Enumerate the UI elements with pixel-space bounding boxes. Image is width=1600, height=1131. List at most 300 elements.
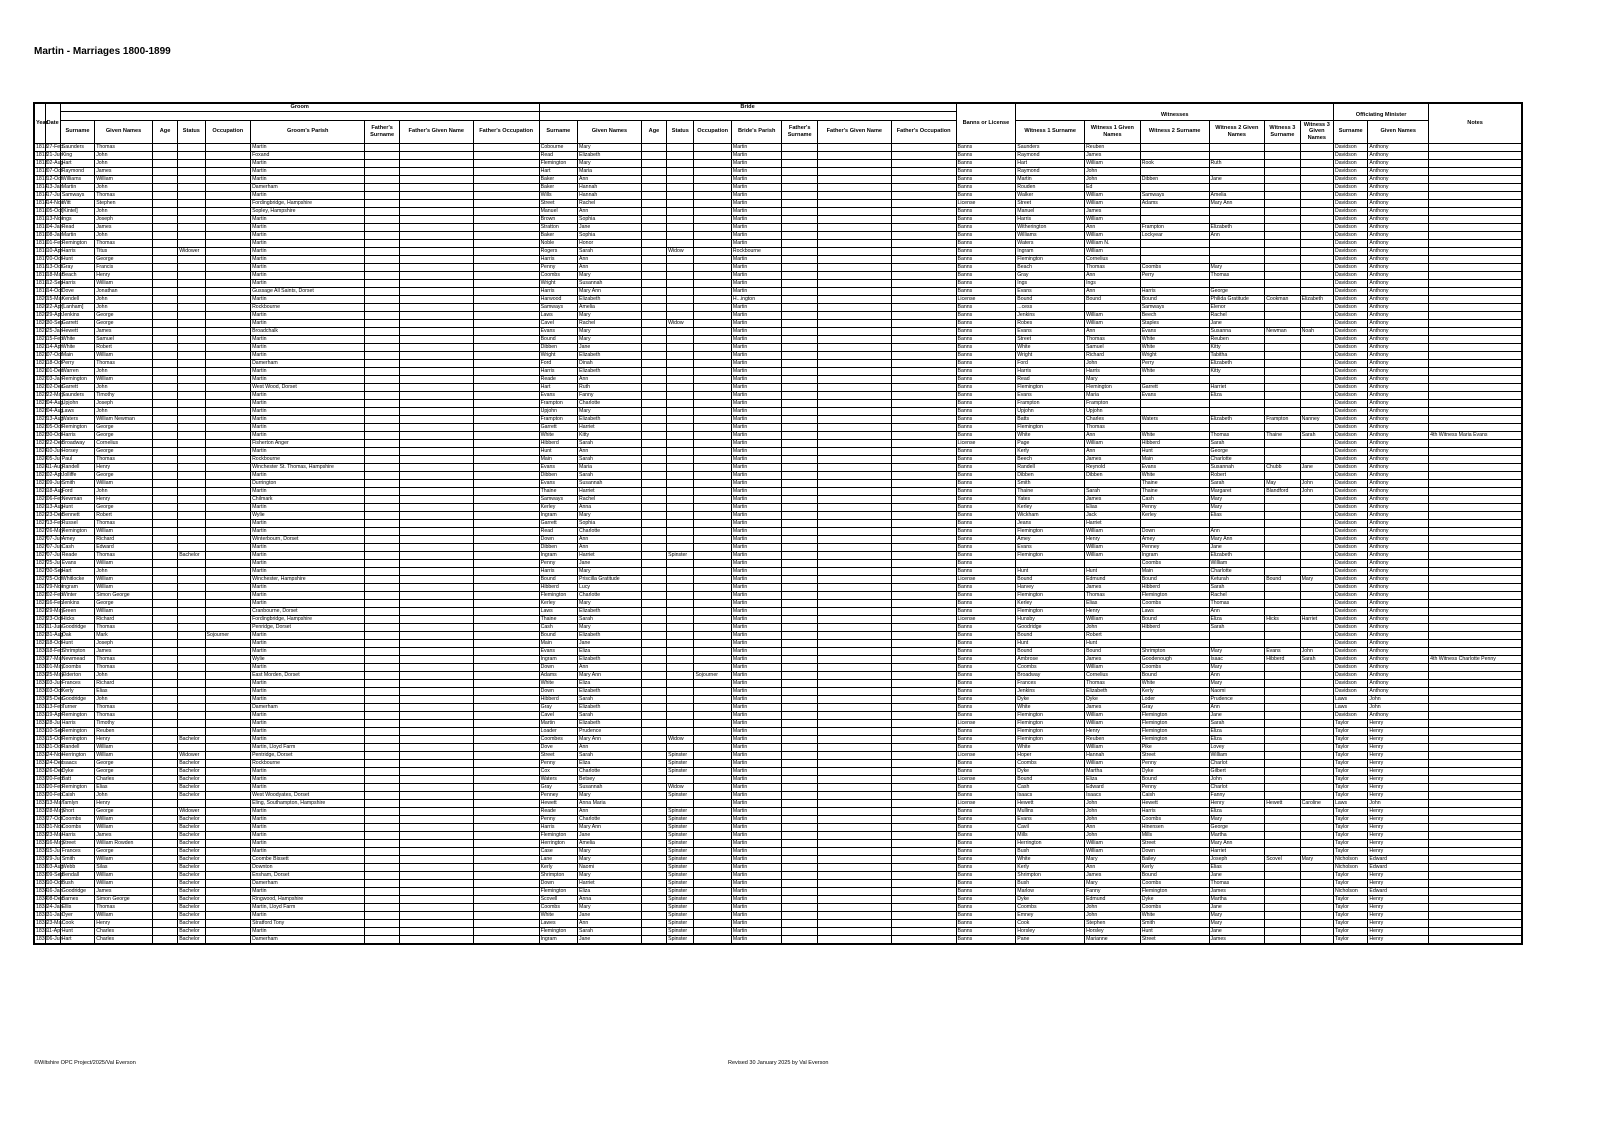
table-cell	[205, 455, 251, 463]
table-row	[34, 143, 1522, 151]
table-cell: White	[539, 911, 577, 919]
table-cell	[782, 831, 817, 839]
table-cell: Jane	[578, 223, 642, 231]
table-cell: Hunsby	[1016, 615, 1085, 623]
table-cell	[399, 623, 473, 631]
table-cell: Taylor	[1334, 751, 1368, 759]
table-cell	[641, 775, 666, 783]
table-cell: White	[1140, 335, 1209, 343]
table-cell	[891, 599, 956, 607]
table-row	[34, 559, 1522, 567]
table-cell: Eliza	[578, 647, 642, 655]
table-cell: Banns	[956, 935, 1016, 944]
table-cell: Davidson	[1334, 143, 1368, 151]
table-cell	[473, 143, 539, 151]
table-cell: Richard	[95, 679, 153, 687]
table-cell: 1833	[36, 839, 48, 846]
table-cell	[473, 351, 539, 359]
table-cell: Remington	[60, 727, 94, 735]
table-cell	[365, 911, 399, 919]
table-cell	[641, 687, 666, 695]
table-cell	[641, 903, 666, 911]
table-cell: Mary	[1085, 855, 1141, 863]
table-cell	[694, 887, 731, 895]
table-cell	[641, 487, 666, 495]
table-cell	[817, 375, 891, 383]
table-cell: [Lanham]	[60, 303, 94, 311]
table-cell: Martin	[731, 183, 782, 191]
table-cell	[365, 743, 399, 751]
table-cell: 1813	[36, 159, 48, 166]
table-cell	[641, 759, 666, 767]
table-cell: John	[1368, 695, 1429, 703]
table-cell	[782, 647, 817, 655]
table-cell: Hunt	[60, 255, 94, 263]
table-cell	[1429, 583, 1522, 591]
table-cell: William	[95, 583, 153, 591]
groom-group-header: Groom	[60, 103, 539, 111]
table-cell	[1429, 855, 1522, 863]
bride-given-header: Given Names	[578, 120, 642, 143]
table-cell: Taylor	[1334, 823, 1368, 831]
table-cell	[473, 207, 539, 215]
table-cell	[205, 423, 251, 431]
table-cell: Baker	[539, 175, 577, 183]
table-cell	[1265, 743, 1300, 751]
table-cell: 1813	[36, 151, 48, 158]
table-cell: Cox	[539, 767, 577, 775]
table-cell	[782, 599, 817, 607]
table-cell	[1265, 527, 1300, 535]
table-cell: May	[1265, 479, 1300, 487]
table-cell: Kerley	[539, 503, 577, 511]
table-cell: Walker	[1016, 191, 1085, 199]
table-cell: Davidson	[1334, 647, 1368, 655]
table-cell	[694, 655, 731, 663]
table-cell	[1429, 231, 1522, 239]
table-cell: Noah	[1300, 327, 1333, 335]
table-cell: Pike	[1140, 743, 1209, 751]
table-cell: Anthony	[1368, 711, 1429, 719]
table-cell	[667, 351, 694, 359]
table-cell: 1816	[36, 239, 48, 246]
table-cell: James	[95, 327, 153, 335]
table-cell	[694, 423, 731, 431]
table-cell	[891, 935, 956, 944]
table-cell	[817, 447, 891, 455]
table-cell	[891, 895, 956, 903]
table-cell: Davidson	[1334, 615, 1368, 623]
table-cell	[152, 151, 177, 159]
table-cell: Frampton	[1265, 415, 1300, 423]
table-cell	[1429, 775, 1522, 783]
table-cell: 26-May	[46, 527, 64, 534]
table-cell	[152, 231, 177, 239]
table-cell	[694, 751, 731, 759]
table-cell	[694, 663, 731, 671]
table-cell	[399, 247, 473, 255]
table-cell	[1429, 783, 1522, 791]
table-cell: Sarah	[1209, 719, 1265, 727]
table-cell: 1835	[36, 927, 48, 934]
table-cell: Ringwood, Hampshire	[251, 895, 365, 903]
table-cell	[205, 743, 251, 751]
table-cell: Davidson	[1334, 439, 1368, 447]
table-cell	[694, 327, 731, 335]
table-cell: Reuben	[1085, 143, 1141, 151]
table-cell	[1429, 207, 1522, 215]
table-cell	[1265, 375, 1300, 383]
table-cell	[891, 591, 956, 599]
table-cell	[1429, 479, 1522, 487]
table-cell	[178, 527, 205, 535]
table-cell	[891, 383, 956, 391]
table-cell: Dinah	[578, 359, 642, 367]
table-cell	[205, 295, 251, 303]
table-cell	[891, 543, 956, 551]
table-cell	[782, 727, 817, 735]
table-cell: Martin	[251, 631, 365, 639]
table-cell: Anthony	[1368, 183, 1429, 191]
table-cell	[205, 335, 251, 343]
table-cell	[205, 231, 251, 239]
table-cell: Brown	[539, 215, 577, 223]
table-cell: Anthony	[1368, 151, 1429, 159]
table-cell: Naomi	[1209, 687, 1265, 695]
table-cell	[178, 559, 205, 567]
table-cell	[891, 511, 956, 519]
table-cell	[1429, 591, 1522, 599]
table-cell: Flemington	[539, 831, 577, 839]
table-cell	[152, 679, 177, 687]
table-cell	[782, 351, 817, 359]
table-cell	[1300, 271, 1333, 279]
table-cell: Banns	[956, 919, 1016, 927]
table-cell	[667, 207, 694, 215]
table-cell	[1429, 375, 1522, 383]
table-cell	[365, 463, 399, 471]
table-cell	[152, 551, 177, 559]
table-cell: Samuel	[1085, 343, 1141, 351]
table-cell: James	[1085, 495, 1141, 503]
table-cell	[817, 239, 891, 247]
table-cell: Randell	[1016, 463, 1085, 471]
table-cell: Coombs	[1140, 815, 1209, 823]
witness1-surname-header: Witness 1 Surname	[1016, 120, 1085, 143]
table-cell	[1429, 519, 1522, 527]
table-cell	[1265, 159, 1300, 167]
table-cell	[694, 343, 731, 351]
table-cell	[782, 663, 817, 671]
table-cell: Banns	[956, 535, 1016, 543]
table-cell	[205, 415, 251, 423]
table-cell: Lucy	[578, 583, 642, 591]
table-cell: Down	[539, 687, 577, 695]
table-cell	[641, 575, 666, 583]
table-cell: Penny	[1140, 783, 1209, 791]
table-cell: Banns	[956, 663, 1016, 671]
table-cell	[1429, 335, 1522, 343]
table-cell	[152, 319, 177, 327]
table-cell: Ann	[1085, 271, 1141, 279]
table-row	[34, 687, 1522, 695]
table-cell	[365, 607, 399, 615]
table-cell: Samways	[1140, 303, 1209, 311]
table-cell: Anthony	[1368, 559, 1429, 567]
table-cell: Martin	[731, 255, 782, 263]
table-cell	[1429, 879, 1522, 887]
table-cell: Davidson	[1334, 231, 1368, 239]
table-cell: Martin	[251, 447, 365, 455]
table-cell: 31-Aug	[46, 631, 64, 638]
table-cell: Davidson	[1334, 271, 1368, 279]
table-cell	[365, 879, 399, 887]
table-cell	[817, 583, 891, 591]
table-cell	[817, 655, 891, 663]
table-cell	[1265, 143, 1300, 151]
table-cell: Coombs	[1140, 663, 1209, 671]
table-cell: Sarah	[578, 439, 642, 447]
table-cell	[1265, 935, 1300, 944]
table-cell: Henry	[1085, 607, 1141, 615]
table-cell	[817, 551, 891, 559]
table-cell: Baker	[539, 231, 577, 239]
table-cell	[152, 527, 177, 535]
table-cell: Anthony	[1368, 223, 1429, 231]
table-cell	[694, 623, 731, 631]
table-cell	[178, 447, 205, 455]
table-cell: Gray	[539, 783, 577, 791]
table-cell: 16-Jan	[46, 887, 63, 894]
table-cell	[399, 679, 473, 687]
table-cell	[205, 367, 251, 375]
table-cell	[399, 927, 473, 935]
table-cell	[205, 935, 251, 944]
table-cell: Davidson	[1334, 223, 1368, 231]
table-cell: Jeans	[1016, 519, 1085, 527]
table-cell: 1823	[36, 439, 48, 446]
table-cell: 4th Witness Charlotte Penny	[1429, 655, 1522, 663]
table-cell	[178, 295, 205, 303]
table-cell: 04-Aug	[46, 407, 64, 414]
table-cell: Spinster	[667, 895, 694, 903]
table-cell	[641, 199, 666, 207]
table-cell	[152, 239, 177, 247]
table-cell	[152, 895, 177, 903]
table-cell	[399, 231, 473, 239]
table-cell	[178, 335, 205, 343]
table-cell	[694, 799, 731, 807]
table-cell	[1265, 367, 1300, 375]
table-cell: Coombs	[1140, 879, 1209, 887]
table-cell	[782, 151, 817, 159]
table-cell	[1300, 207, 1333, 215]
table-cell: 1823	[36, 391, 48, 398]
table-cell	[205, 703, 251, 711]
table-cell: Banns	[956, 215, 1016, 223]
table-cell	[365, 583, 399, 591]
table-cell: 1821	[36, 327, 48, 334]
table-row	[34, 775, 1522, 783]
table-cell: Perry	[1140, 271, 1209, 279]
table-cell	[1265, 735, 1300, 743]
table-cell: Reuben	[1085, 735, 1141, 743]
table-row	[34, 751, 1522, 759]
table-cell: Coombs	[539, 271, 577, 279]
table-cell	[694, 551, 731, 559]
table-cell: Flemington	[1140, 735, 1209, 743]
table-cell: Martin	[731, 847, 782, 855]
table-cell: Ann	[1209, 703, 1265, 711]
witnesses-top-spacer	[1016, 103, 1334, 111]
table-cell: Herrington	[1016, 839, 1085, 847]
table-cell: Anthony	[1368, 271, 1429, 279]
table-cell	[694, 791, 731, 799]
table-cell: Broadway	[1016, 671, 1085, 679]
table-cell: Davidson	[1334, 383, 1368, 391]
table-cell	[399, 351, 473, 359]
table-cell: Bachelor	[178, 831, 205, 839]
table-cell	[694, 839, 731, 847]
table-cell: Martin	[731, 903, 782, 911]
table-cell	[1209, 151, 1265, 159]
table-cell: Downton	[251, 863, 365, 871]
table-cell: James	[95, 887, 153, 895]
table-cell	[694, 783, 731, 791]
table-cell: George	[95, 311, 153, 319]
table-cell: Priscilla Gratitude	[578, 575, 642, 583]
table-cell	[667, 407, 694, 415]
table-cell	[473, 199, 539, 207]
table-cell	[782, 863, 817, 871]
table-cell	[205, 671, 251, 679]
table-cell	[782, 287, 817, 295]
table-cell: Harriet	[578, 551, 642, 559]
table-cell: East Morden, Dorset	[251, 671, 365, 679]
table-cell: Anthony	[1368, 567, 1429, 575]
table-cell: Davidson	[1334, 583, 1368, 591]
table-cell	[694, 727, 731, 735]
table-cell: Martin	[251, 679, 365, 687]
table-cell: Sophia	[578, 215, 642, 223]
table-cell	[782, 583, 817, 591]
table-cell: 1832	[36, 775, 48, 782]
table-cell	[891, 207, 956, 215]
table-cell	[1300, 839, 1333, 847]
table-cell: Banns	[956, 783, 1016, 791]
table-cell: Remington	[60, 527, 94, 535]
table-cell	[667, 423, 694, 431]
table-cell	[205, 871, 251, 879]
table-cell	[473, 407, 539, 415]
table-cell: Thomas	[1085, 591, 1141, 599]
table-cell: Dyke	[1016, 767, 1085, 775]
table-cell: Remington	[60, 423, 94, 431]
table-cell: Martin	[251, 263, 365, 271]
table-cell: Evans	[539, 647, 577, 655]
table-cell	[1429, 743, 1522, 751]
table-cell	[1429, 511, 1522, 519]
table-cell: George	[95, 431, 153, 439]
table-cell	[694, 279, 731, 287]
table-cell	[891, 359, 956, 367]
table-cell	[1429, 751, 1522, 759]
table-cell: John	[95, 295, 153, 303]
table-cell: 01-Feb	[46, 239, 64, 246]
table-cell	[205, 607, 251, 615]
table-cell	[1300, 399, 1333, 407]
table-cell	[694, 311, 731, 319]
table-row	[34, 343, 1522, 351]
table-cell	[1300, 471, 1333, 479]
table-cell: Upjohn	[1085, 407, 1141, 415]
table-cell	[152, 671, 177, 679]
table-cell	[782, 375, 817, 383]
table-cell: Flemington	[1140, 719, 1209, 727]
table-cell: Davidson	[1334, 207, 1368, 215]
table-cell	[817, 279, 891, 287]
table-cell	[891, 223, 956, 231]
table-cell	[365, 767, 399, 775]
table-cell	[399, 303, 473, 311]
table-cell: Jenkins	[60, 599, 94, 607]
table-cell: John	[1300, 647, 1333, 655]
table-cell: Laws	[539, 607, 577, 615]
table-cell	[152, 439, 177, 447]
table-cell: Martin	[731, 687, 782, 695]
table-cell	[365, 423, 399, 431]
table-cell: John	[1085, 911, 1141, 919]
table-cell	[152, 647, 177, 655]
table-cell	[1300, 247, 1333, 255]
table-cell: Anthony	[1368, 447, 1429, 455]
table-cell: 11-Aug	[46, 463, 63, 470]
table-cell: Hibberd	[539, 695, 577, 703]
table-cell	[152, 215, 177, 223]
table-cell	[1265, 815, 1300, 823]
table-cell: Cash	[1140, 495, 1209, 503]
table-cell: Davidson	[1334, 279, 1368, 287]
table-cell: 16-May	[46, 839, 64, 846]
table-cell: Broadchalk	[251, 327, 365, 335]
table-cell	[641, 847, 666, 855]
table-cell: 17-Jul	[46, 191, 61, 198]
table-cell	[817, 479, 891, 487]
table-cell: Spinster	[667, 863, 694, 871]
table-cell: Flemington	[1016, 383, 1085, 391]
table-cell: Hibberd	[1140, 583, 1209, 591]
table-cell: Sarah	[578, 471, 642, 479]
table-cell	[1429, 543, 1522, 551]
table-cell: Banns	[956, 327, 1016, 335]
table-cell: Taylor	[1334, 903, 1368, 911]
table-cell: Kerly	[60, 687, 94, 695]
table-cell: Thomas	[95, 359, 153, 367]
table-cell	[399, 215, 473, 223]
table-cell: William	[95, 527, 153, 535]
table-cell: Goodridge	[60, 623, 94, 631]
table-cell: Rockbourne	[731, 247, 782, 255]
table-cell	[365, 847, 399, 855]
table-cell: Stratton	[539, 223, 577, 231]
table-cell	[473, 191, 539, 199]
table-cell: Bachelor	[178, 927, 205, 935]
table-cell: Eliza	[1209, 615, 1265, 623]
table-row	[34, 335, 1522, 343]
table-cell	[782, 855, 817, 863]
table-cell	[152, 511, 177, 519]
table-cell: Jenkins	[60, 311, 94, 319]
